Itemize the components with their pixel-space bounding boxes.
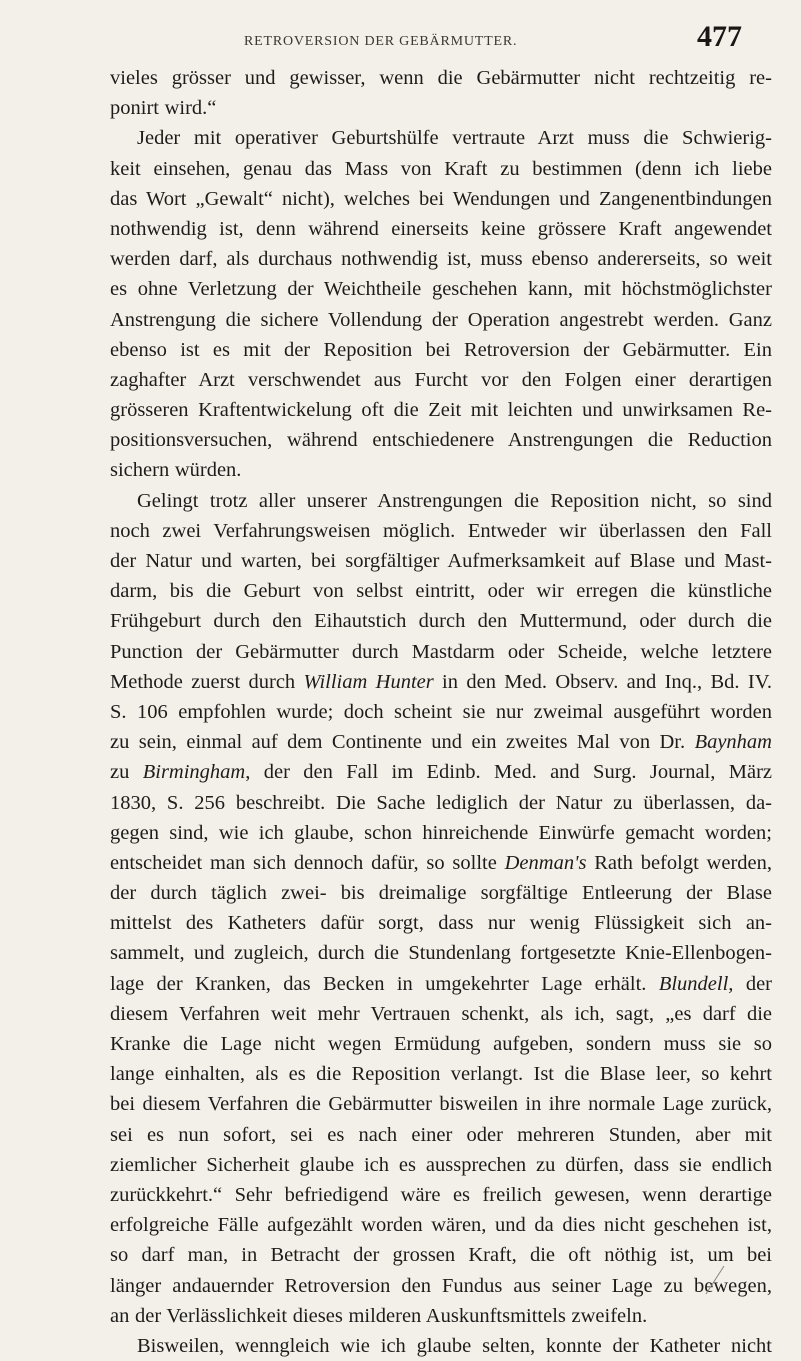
text-line: vieles grösser und gewisser, wenn die Gebärmutter nicht rechtzeitig re-: [110, 67, 772, 89]
text-line: Jeder mit operativer Geburtshülfe vertraute Arzt muss die Schwierig-: [137, 127, 772, 150]
text-line: das Wort „Gewalt“ nicht), welches bei Wendungen und Zangenentbindungen: [110, 187, 772, 210]
running-head: RETROVERSION DER GEBÄRMUTTER.: [244, 34, 518, 49]
text-line: zurückkehrt.“ Sehr befriedigend wäre es freilich gewesen, wenn derartige: [110, 1183, 772, 1206]
text-line: Punction der Gebärmutter durch Mastdarm oder Scheide, welche letztere: [110, 640, 772, 663]
text-segment: der: [733, 972, 772, 995]
page-header: [140, 18, 770, 62]
text-line: mittelst des Katheters dafür sorgt, dass nur wenig Flüssigkeit sich an-: [110, 912, 772, 935]
text-line: sei es nun sofort, sei es nach einer oder mehreren Stunden, aber mit: [110, 1123, 772, 1146]
text-line: diesem Verfahren weit mehr Vertrauen schenkt, als ich, sagt, „es darf die: [110, 1002, 772, 1025]
text-line: Anstrengung die sichere Vollendung der Operation angestrebt werden. Ganz: [110, 308, 772, 331]
text-line: lange einhalten, als es die Reposition verlangt. Ist die Blase leer, so kehrt: [110, 1063, 772, 1086]
italic-name: Baynham: [694, 731, 772, 754]
text-line: 1830, S. 256 beschreibt. Die Sache lediglich der Natur zu überlassen, da-: [110, 791, 772, 814]
text-segment: lage der Kranken, das Becken in umgekehrter Lage erhält.: [110, 972, 659, 995]
text-line: Gelingt trotz aller unserer Anstrengungen die Reposition nicht, so sind: [137, 489, 772, 512]
italic-name: Birmingham: [142, 761, 246, 784]
text-line: der durch täglich zwei- bis dreimalige sorgfältige Entleerung der Blase: [110, 882, 772, 905]
text-line: zaghafter Arzt verschwendet aus Furcht vor den Folgen einer derartigen: [110, 368, 772, 391]
text-line: sammelt, und zugleich, durch die Stundenlang fortgesetzte Knie-Ellenbogen-: [110, 942, 772, 965]
body-text: [110, 63, 772, 1361]
text-line: gegen sind, wie ich glaube, schon hinreichende Einwürfe gemacht worden;: [110, 821, 772, 844]
text-line: [110, 757, 772, 787]
text-segment: zu sein, einmal auf dem Continente und ein zweites Mal von Dr.: [110, 731, 695, 754]
text-line: erfolgreiche Fälle aufgezählt worden wären, und da dies nicht geschehen ist,: [110, 1214, 772, 1237]
text-line: so darf man, in Betracht der grossen Kraft, die oft nöthig ist, um bei: [110, 1244, 772, 1267]
italic-name: Denman's: [504, 851, 587, 874]
text-segment: zu: [110, 761, 143, 784]
text-line: ebenso ist es mit der Reposition bei Retroversion der Gebärmutter. Ein: [110, 338, 772, 361]
text-line: nothwendig ist, denn während einerseits keine grössere Kraft angewendet: [110, 217, 772, 240]
text-line: [110, 848, 772, 878]
text-line: positionsversuchen, während entschiedenere Anstrengungen die Reduction: [110, 429, 772, 452]
text-line: noch zwei Verfahrungsweisen möglich. Entweder wir überlassen den Fall: [110, 519, 772, 542]
text-line: [110, 969, 772, 999]
text-segment: , der den Fall im Edinb. Med. and Surg. Journal, März: [245, 761, 772, 784]
italic-name: Blundell,: [658, 972, 734, 995]
text-segment: Rath befolgt werden,: [586, 851, 773, 874]
text-line: Kranke die Lage nicht wegen Ermüdung aufgeben, sondern muss sie so: [110, 1033, 772, 1055]
text-segment: in den Med. Observ. and Inq., Bd. IV.: [433, 670, 773, 693]
italic-name: William Hunter: [303, 670, 434, 693]
text-line: es ohne Verletzung der Weichtheile geschehen kann, mit höchstmöglichster: [110, 278, 772, 301]
pencil-mark: [704, 1262, 728, 1296]
text-line: ponirt wird.“: [110, 97, 217, 120]
text-line: Bisweilen, wenngleich wie ich glaube selten, konnte der Katheter nicht: [137, 1334, 772, 1357]
text-line: an der Verlässlichkeit dieses milderen Auskunftsmittels zweifeln.: [110, 1304, 648, 1327]
text-line: [110, 667, 772, 697]
text-line: grösseren Kraftentwickelung oft die Zeit mit leichten und unwirksamen Re-: [110, 399, 772, 422]
text-line: keit einsehen, genau das Mass von Kraft zu bestimmen (denn ich liebe: [110, 157, 772, 180]
text-segment: entscheidet man sich dennoch dafür, so sollte: [110, 851, 505, 874]
text-line: länger andauernder Retroversion den Fundus aus seiner Lage zu bewegen,: [110, 1274, 772, 1297]
text-line: Frühgeburt durch den Eihautstich durch den Muttermund, oder durch die: [110, 610, 772, 633]
page-number: 477: [697, 20, 742, 53]
text-line: ziemlicher Sicherheit glaube ich es aussprechen zu dürfen, dass sie endlich: [110, 1153, 772, 1176]
text-line: [110, 727, 772, 757]
text-line: der Natur und warten, bei sorgfältiger Aufmerksamkeit auf Blase und Mast-: [110, 550, 772, 572]
text-line: darm, bis die Geburt von selbst eintritt, oder wir erregen die künstliche: [110, 580, 772, 603]
text-line: sichern würden.: [110, 459, 242, 482]
text-line: S. 106 empfohlen wurde; doch scheint sie nur zweimal ausgeführt worden: [110, 700, 772, 723]
text-line: bei diesem Verfahren die Gebärmutter bisweilen in ihre normale Lage zurück,: [110, 1093, 772, 1116]
text-segment: Methode zuerst durch: [110, 670, 304, 693]
text-line: werden darf, als durchaus nothwendig ist, muss ebenso andererseits, so weit: [110, 248, 772, 271]
